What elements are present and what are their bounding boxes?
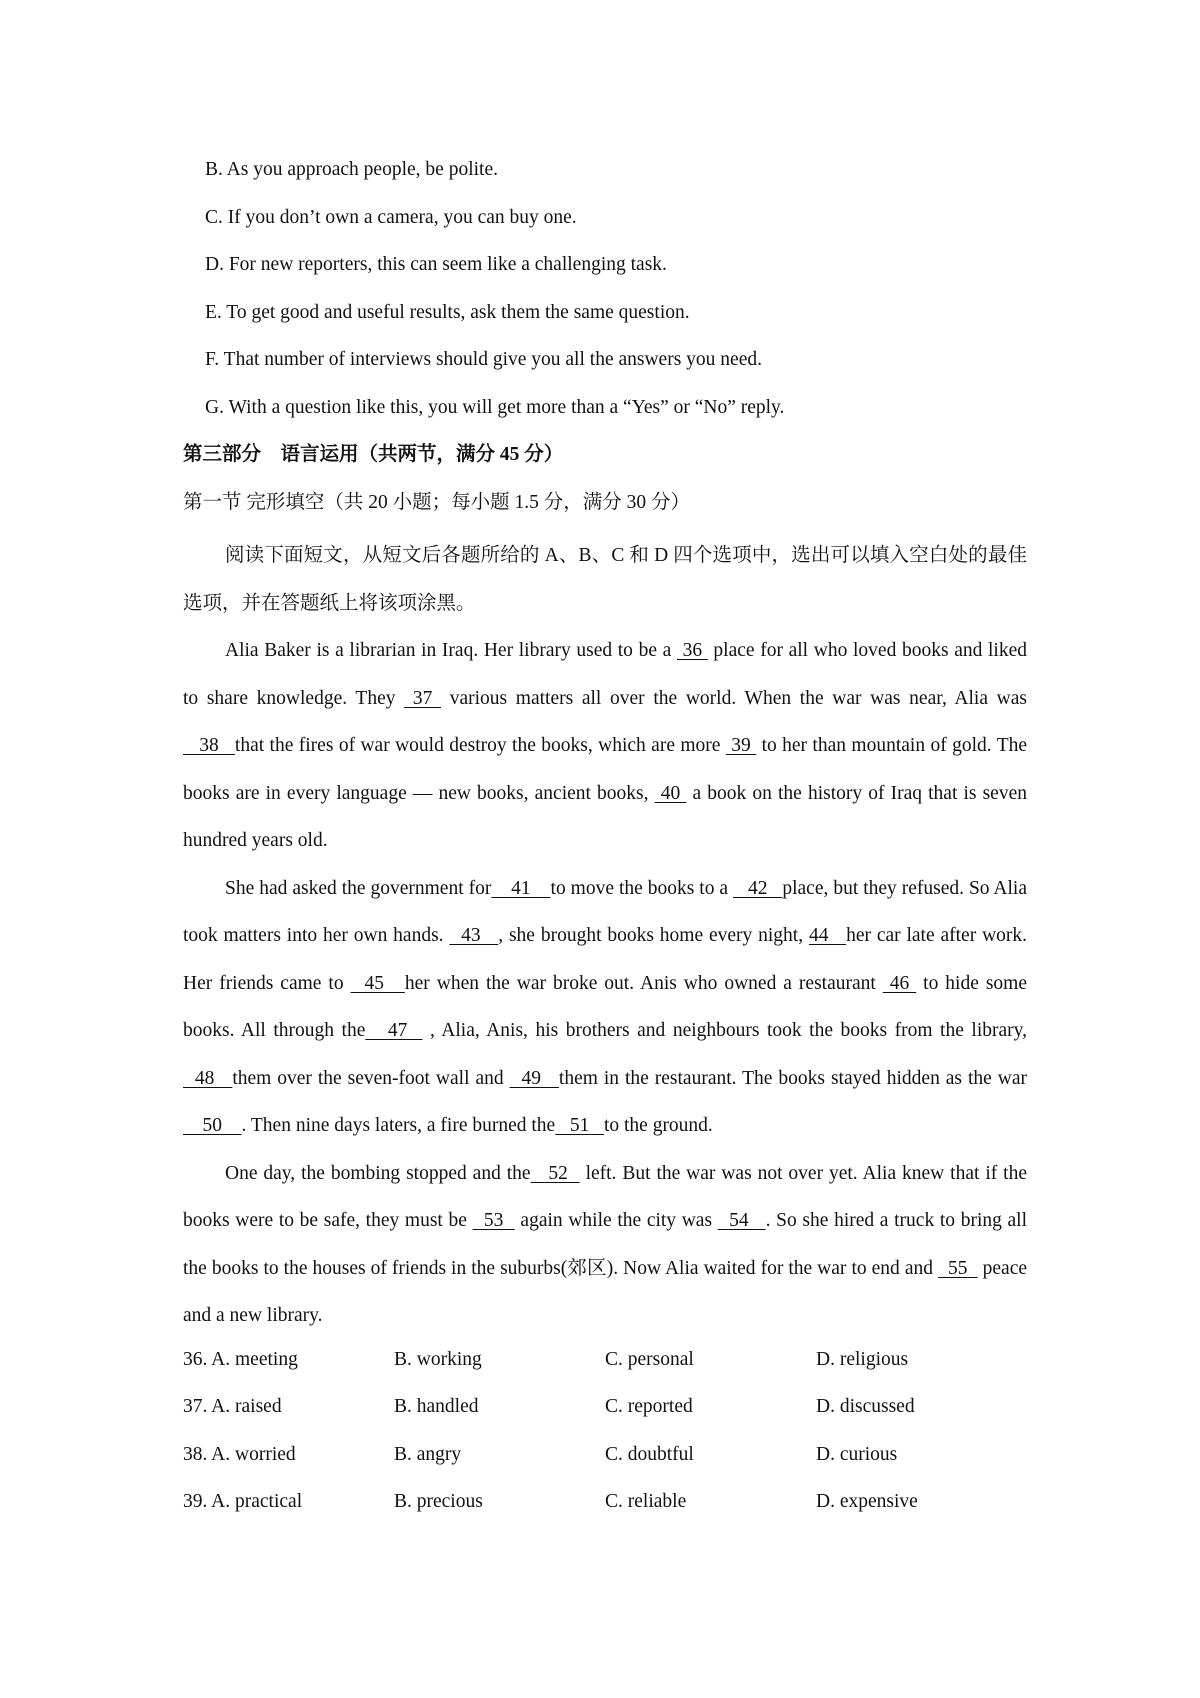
passage-text: her car late after work. Her friends came to [183,925,1028,994]
passage-paragraph-3 [183,1150,1027,1340]
choice-d: D. curious [816,1443,898,1465]
blank-42: 42 [733,877,783,899]
passage-text: to hide some books. All through the [183,972,1028,1041]
passage-text: a book on the history of Iraq that is seven hundred years old. [183,782,1027,851]
answer-options-list [183,152,1027,437]
passage-text: , she brought books home every night, [498,925,809,946]
passage-text: One day, the bombing stopped and the [225,1162,531,1184]
passage-text: peace and a new library. [183,1257,1028,1326]
choice-a: 36. A. meeting [183,1348,298,1370]
choice-d: D. discussed [816,1396,915,1417]
page-content [183,152,1027,1532]
blank-38: 38 [183,735,235,756]
passage-paragraph-2 [183,865,1027,1150]
blank-53: 53 [472,1210,515,1231]
choice-row-37 [183,1389,1027,1437]
blank-36: 36 [676,640,708,661]
passage-text: them over the seven-foot wall and [232,1067,510,1089]
passage-text: to move the books to a [550,877,734,899]
choice-b: B. working [394,1348,482,1370]
option-b: B. As you approach people, be polite. [205,159,498,180]
blank-47: 47 [365,1020,423,1041]
passage-text: to the ground. [603,1115,713,1136]
passage-text: She had asked the government for [225,877,492,899]
passage-text: Alia Baker is a librarian in Iraq. Her library used to be a [225,640,677,661]
blank-39: 39 [725,735,757,756]
blank-44: 44 [808,925,847,946]
blank-52: 52 [530,1162,580,1184]
passage-paragraph-1 [183,627,1027,865]
choice-a: 37. A. raised [183,1396,282,1417]
passage-text: left. But the war was not over yet. Alia knew that if the books were to be safe, they must be [183,1162,1027,1231]
passage-text: place, but they refused. So Alia took matters into her own hands. [183,877,1028,946]
choice-b: B. handled [394,1396,479,1417]
blank-48: 48 [183,1067,233,1089]
choice-c: C. reliable [605,1491,687,1512]
choice-c: C. reported [605,1396,693,1417]
choice-c: C. doubtful [605,1443,694,1465]
blank-40: 40 [654,782,687,804]
passage-text: that the fires of war would destroy the books, which are more [234,735,726,756]
option-c: C. If you don’t own a camera, you can buy one. [205,206,577,228]
passage-text: her when the war broke out. Anis who owned a restaurant [404,972,883,994]
option-d: D. For new reporters, this can seem like a challenging task. [205,254,667,275]
choice-row-39 [183,1484,1027,1532]
blank-55: 55 [938,1257,978,1279]
choice-a: 39. A. practical [183,1491,303,1512]
section1-heading: 第一节 完形填空（共 20 小题；每小题 1.5 分，满分 30 分） [183,491,691,513]
blank-51: 51 [555,1115,604,1136]
blank-41: 41 [491,877,551,899]
blank-37: 37 [404,687,442,709]
choice-row-38 [183,1437,1027,1485]
blank-43: 43 [449,925,499,946]
passage-text: . So she hired a truck to bring all the books to the houses of friends in the suburbs(郊区). Now Alia waited for the war to end and [183,1210,1028,1279]
passage-text: to her than mountain of gold. The books are in every language — new books, ancient books, [183,735,1028,804]
part3-heading: 第三部分 语言运用（共两节，满分 45 分） [183,444,564,465]
blank-50: 50 [183,1115,242,1136]
choice-b: B. angry [394,1443,462,1465]
passage-text: , Alia, Anis, his brothers and neighbours took the books from the library, [422,1020,1027,1041]
choice-row-36 [183,1342,1027,1390]
option-f: F. That number of interviews should give you all the answers you need. [205,349,762,370]
choice-d: D. expensive [816,1491,918,1512]
option-e: E. To get good and useful results, ask them the same question. [205,301,690,323]
choice-a: 38. A. worried [183,1443,296,1465]
passage-text: them in the restaurant. The books stayed hidden as the war [558,1067,1027,1089]
option-g: G. With a question like this, you will get more than a “Yes” or “No” reply. [205,396,785,418]
passage-text: place for all who loved books and liked to share knowledge. They [183,640,1028,709]
passage-text: various matters all over the world. When the war was near, Alia was [441,687,1027,709]
choice-b: B. precious [394,1491,483,1512]
blank-49: 49 [509,1067,559,1089]
instructions-paragraph: 阅读下面短文，从短文后各题所给的 A、B、C 和 D 四个选项中，选出可以填入空白处的最佳选项，并在答题纸上将该项涂黑。 [183,545,1027,614]
passage-text: . Then nine days laters, a fire burned the [241,1115,556,1136]
choices-table [183,1342,1027,1532]
blank-46: 46 [882,972,917,994]
choice-d: D. religious [816,1348,909,1370]
blank-45: 45 [350,972,405,994]
passage-text: again while the city was [514,1210,718,1231]
choice-c: C. personal [605,1348,694,1370]
blank-54: 54 [717,1210,766,1231]
